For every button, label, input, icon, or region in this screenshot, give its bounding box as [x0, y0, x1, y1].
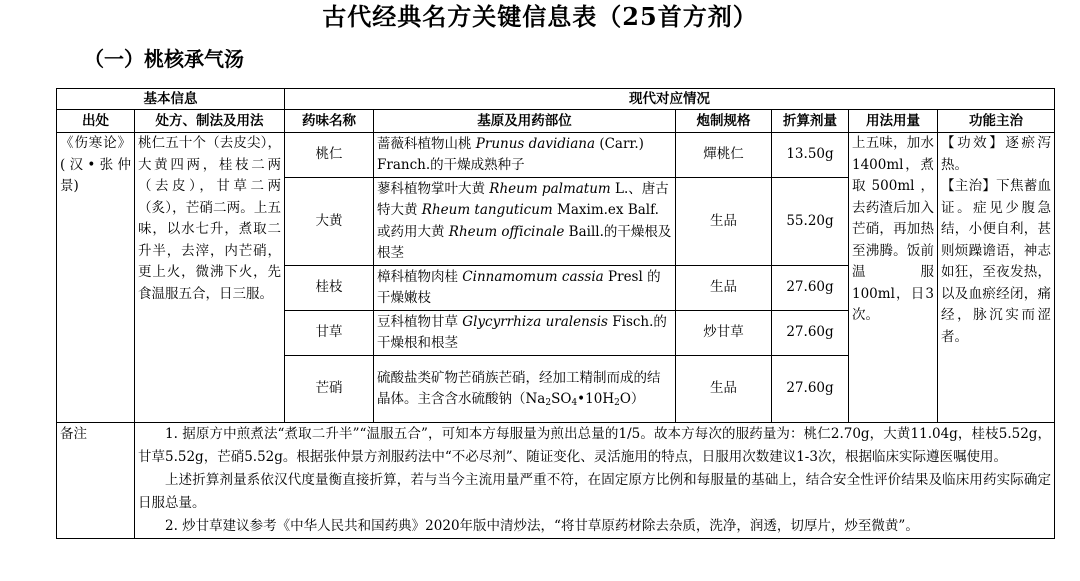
herb-processing: 燀桃仁: [676, 133, 772, 178]
table-row: [57, 133, 1055, 178]
function-cell: [938, 133, 1055, 423]
herb-origin: 蔷薇科植物山桃 Prunus davidiana (Carr.) Franch.的干燥成熟种子: [374, 133, 676, 178]
page-title: 古代经典名方关键信息表（25首方剂）: [322, 2, 758, 31]
note-2: 2. 炒甘草建议参考《中华人民共和国药典》2020年版中清炒法，“将甘草原药材除去杂质，洗净，润透，切厚片，炒至微黄”。: [165, 518, 919, 534]
herb-processing: 生品: [676, 178, 772, 266]
section-title: （一）桃核承气汤: [84, 47, 244, 71]
source-cell: 《伤寒论》(汉•张仲景): [57, 133, 135, 423]
header-usage: 用法用量: [849, 110, 938, 133]
herb-origin: 豆科植物甘草 Glycyrrhiza uralensis Fisch.的干燥根和根茎: [374, 311, 676, 356]
notes-cell: [135, 423, 1055, 539]
notes-row: [57, 423, 1055, 539]
key-info-table: [56, 88, 1055, 539]
function-efficacy: 【功效】逐瘀泻热。: [941, 135, 1052, 173]
herb-origin: 蓼科植物掌叶大黄 Rheum palmatum L.、唐古特大黄 Rheum tanguticum Maxim.ex Balf.或药用大黄 Rheum officinale Baill.的干燥根及根茎: [374, 178, 676, 266]
herb-name: 大黄: [285, 178, 374, 266]
header-group-modern: 现代对应情况: [285, 89, 1055, 110]
herb-origin: 硫酸盐类矿物芒硝族芒硝，经加工精制而成的结晶体。主含含水硫酸钠$(Na_2SO_4•10H_2O)$: [374, 356, 676, 423]
herb-name: 甘草: [285, 311, 374, 356]
header-origin: 基原及用药部位: [374, 110, 676, 133]
herb-name: 桂枝: [285, 266, 374, 311]
herb-dose: 55.20g: [772, 178, 849, 266]
header-prescription: 处方、制法及用法: [135, 110, 285, 133]
header-group-basic: 基本信息: [57, 89, 285, 110]
header-processing: 炮制规格: [676, 110, 772, 133]
notes-label: 备注: [57, 423, 135, 539]
herb-name: 芒硝: [285, 356, 374, 423]
usage-cell: 上五味，加水1400ml，煮取500ml，去药渣后加入芒硝，再加热至沸腾。饭前温服100ml，日3次。: [849, 133, 938, 423]
herb-dose: 27.60g: [772, 266, 849, 311]
note-1: 1. 据原方中煎煮法“煮取二升半”“温服五合”，可知本方每服量为煎出总量的1/5。故本方每次的服药量为：桃仁2.70g，大黄11.04g，桂枝5.52g，甘草5.52g，芒硝5.52g。根据张仲景方剂服药法中“不必尽剂”、随证变化、灵活施用的特点，日服用次数建议1-3次，根据临床实际遵医嘱使用。: [138, 426, 1052, 465]
herb-origin: 樟科植物肉桂 Cinnamomum cassia Presl 的干燥嫩枝: [374, 266, 676, 311]
herb-processing: 生品: [676, 356, 772, 423]
header-function: 功能主治: [938, 110, 1055, 133]
herb-dose: 27.60g: [772, 356, 849, 423]
herb-dose: 13.50g: [772, 133, 849, 178]
herb-name: 桃仁: [285, 133, 374, 178]
herb-processing: 生品: [676, 266, 772, 311]
herb-processing: 炒甘草: [676, 311, 772, 356]
note-1-supplement: 上述折算剂量系依汉代度量衡直接折算，若与当今主流用量严重不符，在固定原方比例和每服量的基础上，结合安全性评价结果及临床用药实际确定日服总量。: [138, 472, 1052, 511]
prescription-cell: 桃仁五十个（去皮尖），大黄四两，桂枝二两（去皮），甘草二两（炙），芒硝二两。上五味，以水七升，煮取二升半，去滓，内芒硝，更上火，微沸下火，先食温服五合，日三服。: [135, 133, 285, 423]
header-dose: 折算剂量: [772, 110, 849, 133]
herb-dose: 27.60g: [772, 311, 849, 356]
header-herb-name: 药味名称: [285, 110, 374, 133]
function-indication: 【主治】下焦蓄血证。症见少腹急结，小便自利，甚则烦躁谵语，神志如狂，至夜发热，以及血瘀经闭，痛经，脉沉实而涩者。: [941, 178, 1052, 345]
header-source: 出处: [57, 110, 135, 133]
